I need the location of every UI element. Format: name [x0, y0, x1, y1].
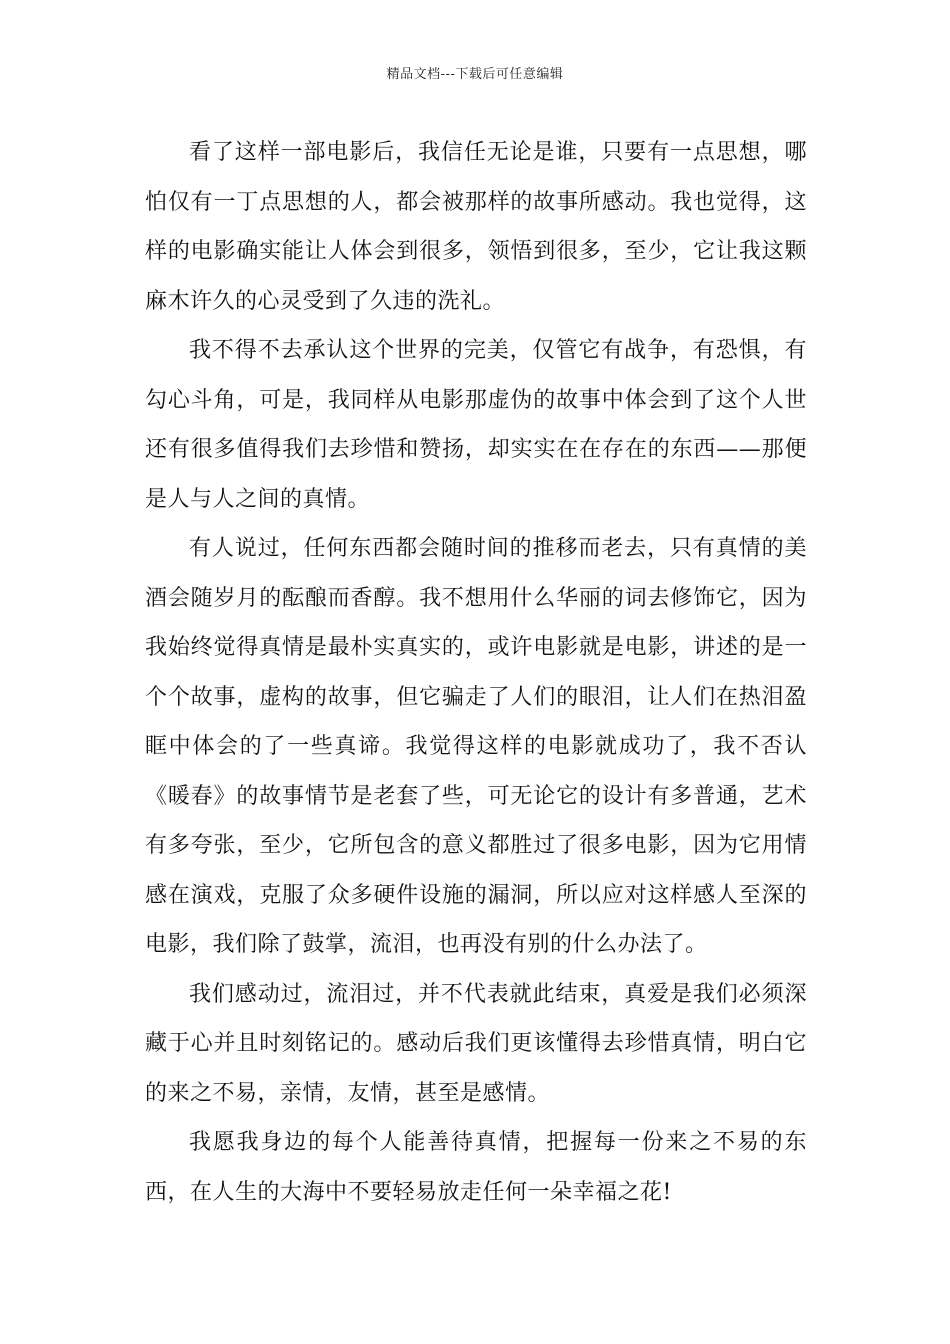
- paragraph-1: 看了这样一部电影后，我信任无论是谁，只要有一点思想，哪怕仅有一丁点思想的人，都会被那样的故事所感动。我也觉得，这样的电影确实能让人体会到很多，领悟到很多，至少，它让我这颗麻木许久的心灵受到了久违的洗礼。: [145, 140, 807, 314]
- paragraph-5: 我愿我身边的每个人能善待真情，把握每一份来之不易的东西，在人生的大海中不要轻易放走任何一朵幸福之花!: [145, 1130, 807, 1205]
- paragraph-4: 我们感动过，流泪过，并不代表就此结束，真爱是我们必须深藏于心并且时刻铭记的。感动后我们更该懂得去珍惜真情，明白它的来之不易，亲情，友情，甚至是感情。: [145, 981, 807, 1106]
- paragraph-2: 我不得不去承认这个世界的完美，仅管它有战争，有恐惧，有勾心斗角，可是，我同样从电影那虚伪的故事中体会到了这个人世还有很多值得我们去珍惜和赞扬，却实实在在存在的东西——那便是人与人之间的真情。: [145, 338, 807, 512]
- paragraph-3: 有人说过，任何东西都会随时间的推移而老去，只有真情的美酒会随岁月的酝酿而香醇。我不想用什么华丽的词去修饰它，因为我始终觉得真情是最朴实真实的，或许电影就是电影，讲述的是一个个故事，虚构的故事，但它骗走了人们的眼泪，让人们在热泪盈眶中体会的了一些真谛。我觉得这样的电影就成功了，我不否认《暖春》的故事情节是老套了些，可无论它的设计有多普通，艺术有多夸张，至少，它所包含的意义都胜过了很多电影，因为它用情感在演戏，克服了众多硬件设施的漏洞，所以应对这样感人至深的电影，我们除了鼓掌，流泪，也再没有别的什么办法了。: [145, 536, 807, 957]
- page-header: 精品文档---下载后可任意编辑: [386, 67, 564, 82]
- document-body: [145, 128, 807, 1217]
